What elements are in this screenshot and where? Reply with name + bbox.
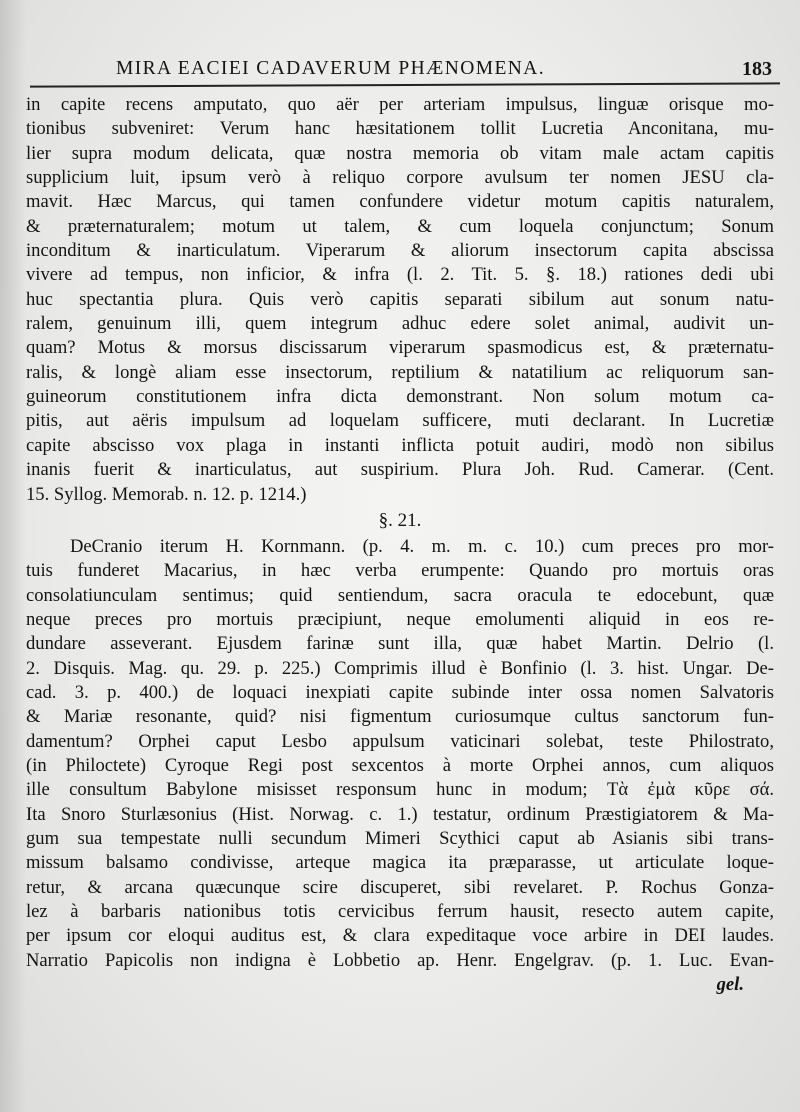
text-line: damentum? Orphei caput Lesbo appulsum vaticinari solebat, teste Philostrato,: [26, 730, 774, 752]
text-line: & Mariæ resonante, quid? nisi figmentum curiosumque cultus sanctorum fun-: [26, 706, 774, 728]
text-line: tuis funderet Macarius, in hæc verba erumpente: Quando pro mortuis oras: [26, 560, 774, 582]
text-line: capite abscisso vox plaga in instanti inflicta potuit audiri, modò non sibilus: [26, 434, 774, 456]
text-line: per ipsum cor eloqui auditus est, & clara expeditaque voce arbire in DEI laudes.: [26, 925, 774, 947]
text-line: DeCranio iterum H. Kornmann. (p. 4. m. m. c. 10.) cum preces pro mor-: [70, 535, 774, 557]
text-line: missum balsamo condivisse, arteque magica ita præparasse, ut articulate loque-: [26, 852, 774, 874]
text-line: huc spectantia plura. Quis verò capitis separati sibilum aut sonum natu-: [26, 288, 774, 310]
text-line: dundare asseverant. Ejusdem farinæ sunt illa, quæ habet Martin. Delrio (l.: [26, 633, 774, 655]
text-line: consolatiunculam sentimus; quid sentiendum, sacra oracula te edocebunt, quæ: [26, 584, 774, 606]
text-line: 2. Disquis. Mag. qu. 29. p. 225.) Comprimis illud è Bonfinio (l. 3. hist. Ungar. De-: [26, 657, 774, 679]
text-line: guineorum constitutionem infra dicta demonstrant. Non solum motum ca-: [26, 386, 774, 408]
text-line: supplicium luit, ipsum verò à reliquo corpore avulsum ter nomen JESU cla-: [26, 167, 774, 189]
text-line: tionibus subveniret: Verum hanc hæsitationem tollit Lucretia Anconitana, mu-: [26, 118, 774, 140]
text-line: mavit. Hæc Marcus, qui tamen confundere videtur motum capitis naturalem,: [26, 191, 774, 213]
text-line: 15. Syllog. Memorab. n. 12. p. 1214.): [26, 483, 307, 505]
text-line: lier supra modum delicata, quæ nostra memoria ob vitam male actam capitis: [26, 142, 774, 164]
text-line: Narratio Papicolis non indigna è Lobbetio ap. Henr. Engelgrav. (p. 1. Luc. Evan-: [26, 949, 774, 971]
text-line: vivere ad tempus, non inficior, & infra (l. 2. Tit. 5. §. 18.) rationes dedi ubi: [26, 264, 774, 286]
text-line: retur, & arcana quæcunque scire discuperet, sibi revelaret. P. Rochus Gonza-: [26, 876, 774, 898]
text-line: ille consultum Babylone misisset responsum hunc in modum; Τὰ ἐμὰ κῦρε σά.: [26, 779, 774, 801]
text-line: pitis, aut aëris impulsum ad loquelam sufficere, muti declarant. In Lucretiæ: [26, 410, 774, 432]
text-line: (in Philoctete) Cyroque Regi post sexcentos à morte Orphei annos, cum aliquos: [26, 754, 774, 776]
text-line: lez à barbaris nationibus totis cervicibus ferrum hausit, resecto autem capite,: [26, 901, 774, 922]
catchword: gel.: [716, 974, 744, 996]
text-line: inanis fuerit & inarticulatus, aut suspirium. Plura Joh. Rud. Camerar. (Cent.: [26, 459, 774, 481]
text-line: gum sua tempestate nulli secundum Mimeri Scythici caput ab Asianis sibi trans-: [26, 827, 774, 849]
text-line: ralis, & longè aliam esse insectorum, reptilium & natatilium ac reliquorum san-: [26, 361, 774, 383]
text-line: inconditum & inarticulatum. Viperarum & aliorum insectorum capita abscissa: [26, 240, 774, 262]
text-line: Ita Snoro Sturlæsonius (Hist. Norwag. c. 1.) testatur, ordinum Præstigiatorem & Ma-: [26, 803, 774, 825]
text-line: neque preces pro mortuis præcipiunt, neque emolumenti aliquid in eos re-: [26, 608, 774, 630]
text-line: ralem, genuinum illi, quem integrum adhuc edere solet animal, audivit un-: [26, 313, 774, 335]
body-text: [26, 93, 774, 997]
text-line: in capite recens amputato, quo aër per arteriam impulsus, linguæ orisque mo-: [26, 94, 774, 115]
page-gutter-shadow: [0, 0, 26, 1112]
text-line: quam? Motus & morsus discissarum viperarum spasmodicus est, & præternatu-: [26, 337, 774, 359]
text-line: cad. 3. p. 400.) de loquaci inexpiati capite subinde inter ossa nomen Salvatoris: [26, 681, 774, 703]
text-line: & præternaturalem; motum ut talem, & cum loquela conjunctum; Sonum: [26, 215, 774, 237]
running-title: MIRA EACIEI CADAVERUM PHÆNOMENA.: [116, 58, 546, 79]
section-heading: §. 21.: [378, 509, 422, 531]
page-number: 183: [742, 58, 772, 80]
page-header: [60, 56, 780, 86]
